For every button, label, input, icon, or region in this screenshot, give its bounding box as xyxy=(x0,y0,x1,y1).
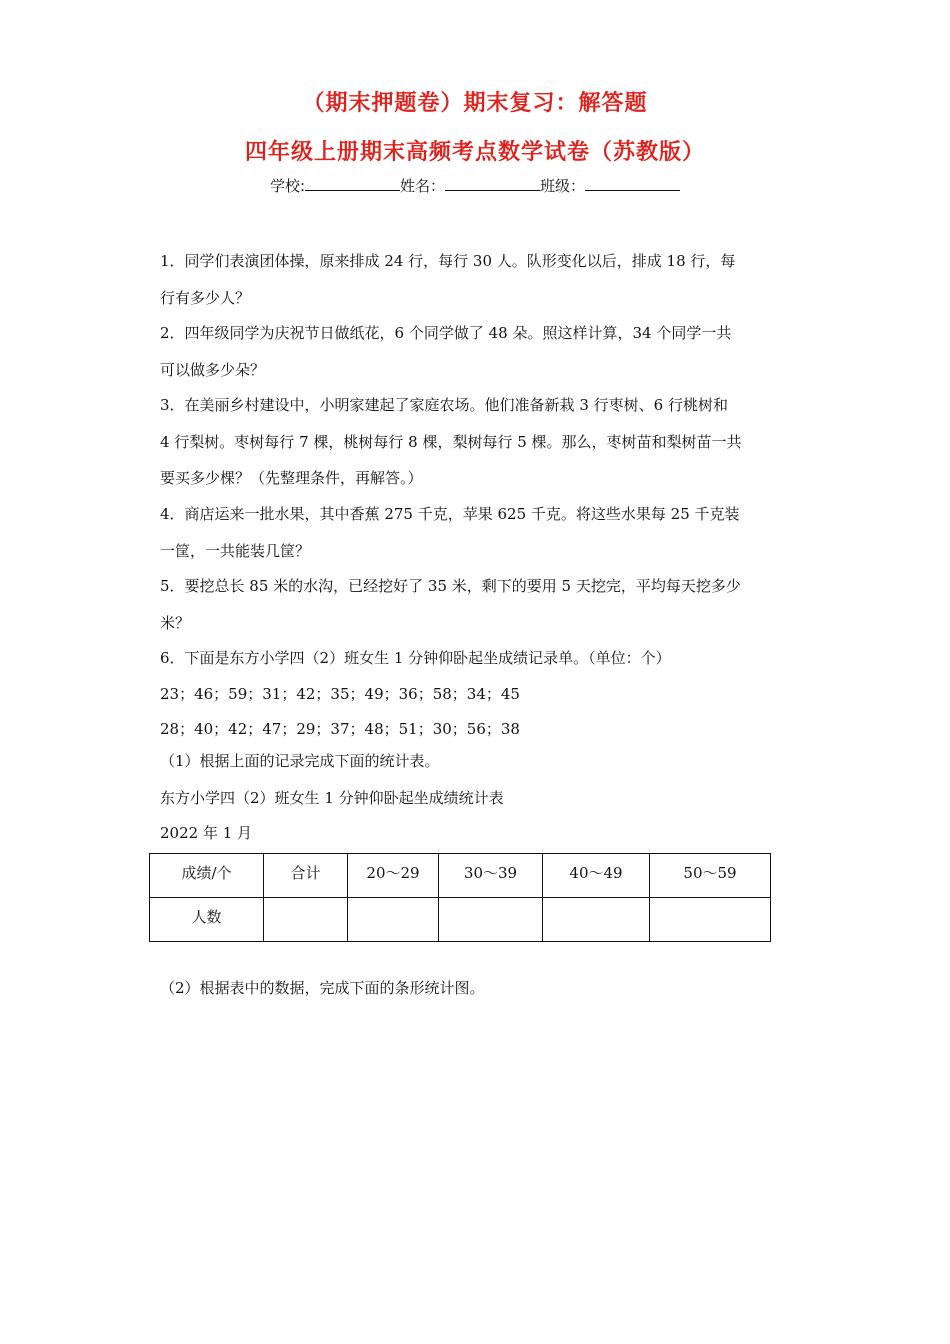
question-5-line-2: 米？ xyxy=(160,614,191,632)
table-header-cell: 30～39 xyxy=(439,854,543,898)
question-6-data-row-1: 23；46；59；31；42；35；49；36；58；34；45 xyxy=(160,685,520,703)
school-blank[interactable] xyxy=(305,176,400,191)
school-label: 学校: xyxy=(269,177,306,195)
table-header-cell: 50～59 xyxy=(650,854,771,898)
question-5-line-1: 5．要挖总长 85 米的水沟，已经挖好了 35 米，剩下的要用 5 天挖完，平均每天挖多少 xyxy=(160,577,741,595)
table-header-row xyxy=(150,854,771,898)
question-2-line-2: 可以做多少朵？ xyxy=(160,361,266,379)
table-row-label: 人数 xyxy=(150,898,264,942)
table-header-cell: 40～49 xyxy=(543,854,650,898)
answer-cell-30-39[interactable] xyxy=(439,898,543,942)
question-2-line-1: 2．四年级同学为庆祝节日做纸花，6 个同学做了 48 朵。照这样计算，34 个同学一共 xyxy=(160,324,732,342)
score-statistics-table xyxy=(149,853,771,942)
class-blank[interactable] xyxy=(585,176,680,191)
question-6-table-date: 2022 年 1 月 xyxy=(160,824,253,842)
table-header-cell: 合计 xyxy=(264,854,348,898)
question-6-table-title: 东方小学四（2）班女生 1 分钟仰卧起坐成绩统计表 xyxy=(160,789,504,807)
student-info-line xyxy=(0,175,950,196)
question-1-line-1: 1．同学们表演团体操，原来排成 24 行，每行 30 人。队形变化以后，排成 18 行，每 xyxy=(160,252,736,270)
question-3-line-1: 3．在美丽乡村建设中，小明家建起了家庭农场。他们准备新栽 3 行枣树、6 行桃树和 xyxy=(160,396,728,414)
question-4-line-1: 4．商店运来一批水果，其中香蕉 275 千克，苹果 625 千克。将这些水果每 25 千克装 xyxy=(160,505,740,523)
table-row xyxy=(150,898,771,942)
question-6-line-1: 6．下面是东方小学四（2）班女生 1 分钟仰卧起坐成绩记录单。（单位：个） xyxy=(160,649,671,667)
question-3-line-3: 要买多少棵？（先整理条件，再解答。） xyxy=(160,469,423,487)
table-header-cell: 成绩/个 xyxy=(150,854,264,898)
answer-cell-total[interactable] xyxy=(264,898,348,942)
class-label: 班级： xyxy=(540,177,586,195)
table-header-cell: 20～29 xyxy=(348,854,439,898)
name-label: 姓名： xyxy=(400,177,446,195)
name-blank[interactable] xyxy=(445,176,540,191)
question-6-part-2: （2）根据表中的数据，完成下面的条形统计图。 xyxy=(160,979,485,997)
answer-cell-50-59[interactable] xyxy=(650,898,771,942)
title-line-2: 四年级上册期末高频考点数学试卷（苏教版） xyxy=(244,140,705,165)
question-6-data-row-2: 28；40；42；47；29；37；48；51；30；56；38 xyxy=(160,720,520,738)
question-4-line-2: 一筐，一共能装几筐？ xyxy=(160,542,311,560)
question-6-part-1: （1）根据上面的记录完成下面的统计表。 xyxy=(160,752,440,770)
answer-cell-40-49[interactable] xyxy=(543,898,650,942)
answer-cell-20-29[interactable] xyxy=(348,898,439,942)
question-3-line-2: 4 行梨树。枣树每行 7 棵，桃树每行 8 棵，梨树每行 5 棵。那么，枣树苗和梨树苗一共 xyxy=(160,433,742,451)
question-1-line-2: 行有多少人？ xyxy=(160,289,251,307)
title-line-1: （期末押题卷）期末复习：解答题 xyxy=(302,91,648,116)
